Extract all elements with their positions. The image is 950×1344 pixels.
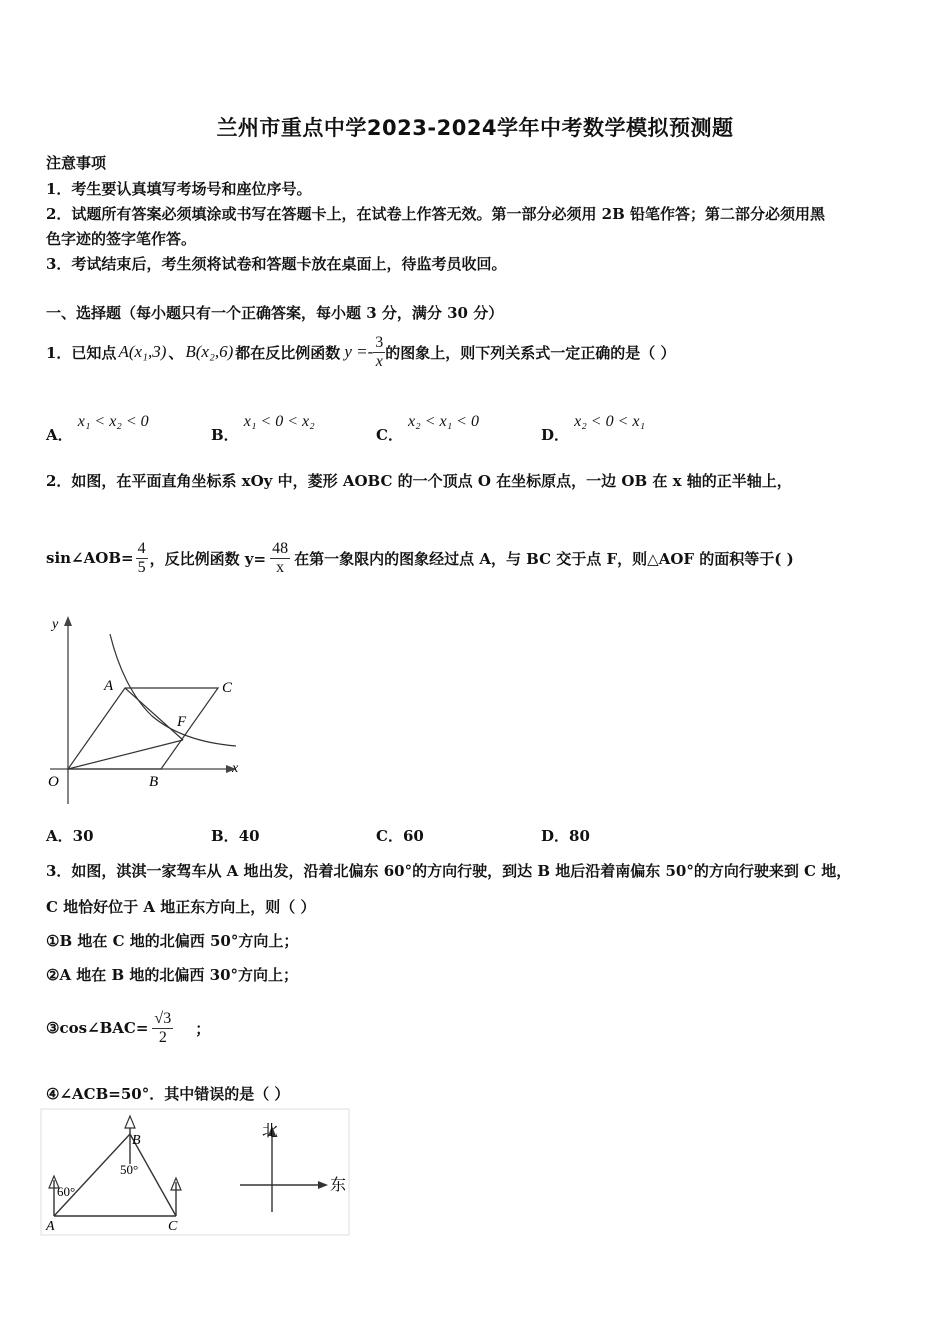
q3-s3-fraction (152, 1010, 173, 1046)
q3-route-figure (40, 1108, 360, 1238)
q2-option-b-letter: B． (211, 827, 239, 845)
q2-sin-fraction (136, 540, 148, 576)
q1-option-a-letter: A． (46, 426, 73, 444)
route-point-b-label: B (132, 1133, 141, 1148)
q2-sin-denominator: 5 (137, 558, 146, 576)
q3-line-1: 3．如图，淇淇一家驾车从 A 地出发，沿着北偏东 60°的方向行驶，到达 B 地后沿着南偏东 50°的方向行驶来到 C 地， (46, 862, 852, 880)
q1-func-fraction (373, 334, 385, 370)
q2-option-a[interactable] (46, 825, 94, 846)
q3-statement-3 (46, 1000, 210, 1056)
q1-option-b-letter: B． (211, 426, 239, 444)
q3-statement-1: ①B 地在 C 地的北偏西 50°方向上； (46, 932, 299, 950)
q1-option-a-expr: x₁ < x₂ < 0 (77, 413, 149, 430)
q1-prefix: 1．已知点 (46, 343, 117, 362)
segment-af (125, 688, 183, 740)
q3-s3-numerator: √3 (154, 1009, 172, 1027)
q1-option-a[interactable] (46, 410, 149, 444)
q2-rhombus-figure (40, 612, 260, 812)
q2-k-numerator: 48 (272, 539, 289, 557)
q1-point-a: A(x₁,3) (118, 342, 167, 361)
x-axis-label: x (232, 761, 239, 776)
q1-option-b[interactable] (211, 410, 315, 444)
compass-east-label: 东 (330, 1175, 347, 1194)
q2-line-1: 2．如图，在平面直角坐标系 xOy 中，菱形 AOBC 的一个顶点 O 在坐标原点，一边 OB 在 x 轴的正半轴上， (46, 472, 792, 490)
q1-func-denominator: x (375, 352, 383, 370)
q2-option-d-letter: D． (541, 827, 570, 845)
q2-option-b-value: 40 (238, 827, 260, 845)
q1-separator: 、 (168, 343, 184, 362)
q3-line-2: C 地恰好位于 A 地正东方向上，则（ ） (46, 898, 316, 916)
section-heading: 一、选择题（每小题只有一个正确答案，每小题 3 分，满分 30 分） (46, 304, 504, 322)
q1-suffix: 的图象上，则下列关系式一定正确的是（ ） (385, 343, 676, 362)
north-arrow-b-icon (125, 1116, 135, 1128)
q1-option-d[interactable] (541, 410, 646, 444)
segment-ab (54, 1134, 130, 1216)
point-a-label: A (104, 678, 114, 694)
route-point-c-label: C (168, 1219, 178, 1234)
point-o-label: O (48, 774, 59, 790)
q2-option-c-letter: C． (376, 827, 403, 845)
q2-option-a-letter: A． (46, 827, 73, 845)
q2-option-a-value: 30 (72, 827, 94, 845)
y-axis-arrow-icon (64, 616, 72, 626)
q2-sin-numerator: 4 (137, 539, 146, 557)
q2-line-2 (46, 530, 794, 586)
compass-north-label: 北 (262, 1121, 279, 1140)
q1-option-c-expr: x₂ < x₁ < 0 (408, 413, 479, 430)
q2-option-d-value: 80 (569, 827, 590, 845)
notice-item-2-line-2: 色字迹的签字笔作答。 (46, 230, 197, 248)
q1-point-b: B(x₂,6) (185, 342, 234, 361)
angle-60-label: 60° (57, 1184, 76, 1199)
q3-s3-denominator: 2 (158, 1028, 167, 1046)
question-1 (46, 326, 675, 378)
q1-option-b-expr: x₁ < 0 < x₂ (243, 413, 315, 430)
route-point-a-label: A (46, 1219, 55, 1234)
q3-statement-2: ②A 地在 B 地的北偏西 30°方向上； (46, 966, 299, 984)
q2-option-c-value: 60 (402, 827, 424, 845)
q2-k-fraction (270, 540, 290, 576)
q1-func-numerator: 3 (375, 333, 384, 351)
page-title: 兰州市重点中学2023-2024学年中考数学模拟预测题 (216, 116, 734, 140)
y-axis-label: y (52, 617, 59, 632)
point-c-label: C (222, 680, 233, 696)
rhombus-aobc (68, 688, 218, 769)
angle-50-label: 50° (120, 1162, 139, 1177)
q1-option-c[interactable] (376, 410, 479, 444)
q2-option-b[interactable] (211, 825, 260, 846)
compass-east-arrow-icon (318, 1181, 328, 1189)
q1-func-lhs: y =- (344, 342, 374, 361)
q1-option-c-letter: C． (376, 426, 403, 444)
notice-item-3: 3．考试结束后，考生须将试卷和答题卡放在桌面上，待监考员收回。 (46, 255, 507, 273)
q3-statement-4: ④∠ACB=50°．其中错误的是（ ） (46, 1085, 290, 1103)
q1-option-d-letter: D． (541, 426, 570, 444)
q2-option-c[interactable] (376, 825, 424, 846)
q1-option-d-expr: x₂ < 0 < x₁ (574, 413, 646, 430)
q3-s3-prefix: ③cos∠BAC= (46, 1019, 149, 1037)
notice-heading: 注意事项 (46, 154, 107, 172)
q2-sin-label: sin∠AOB= (46, 549, 134, 567)
q2-mid: ，反比例函数 y= (149, 549, 267, 568)
q1-middle: 都在反比例函数 (235, 343, 341, 362)
q3-s3-suffix: ； (195, 1019, 211, 1038)
point-f-label: F (177, 714, 187, 730)
notice-item-2-line-1: 2．试题所有答案必须填涂或书写在答题卡上，在试卷上作答无效。第一部分必须用 2B 铅笔作答；第二部分必须用黑 (46, 205, 826, 223)
q2-tail: 在第一象限内的图象经过点 A，与 BC 交于点 F，则△AOF 的面积等于( ) (294, 549, 794, 568)
notice-item-1: 1．考生要认真填写考场号和座位序号。 (46, 180, 312, 198)
q2-k-denominator: x (276, 558, 285, 576)
q2-option-d[interactable] (541, 825, 590, 846)
point-b-label: B (149, 774, 159, 790)
